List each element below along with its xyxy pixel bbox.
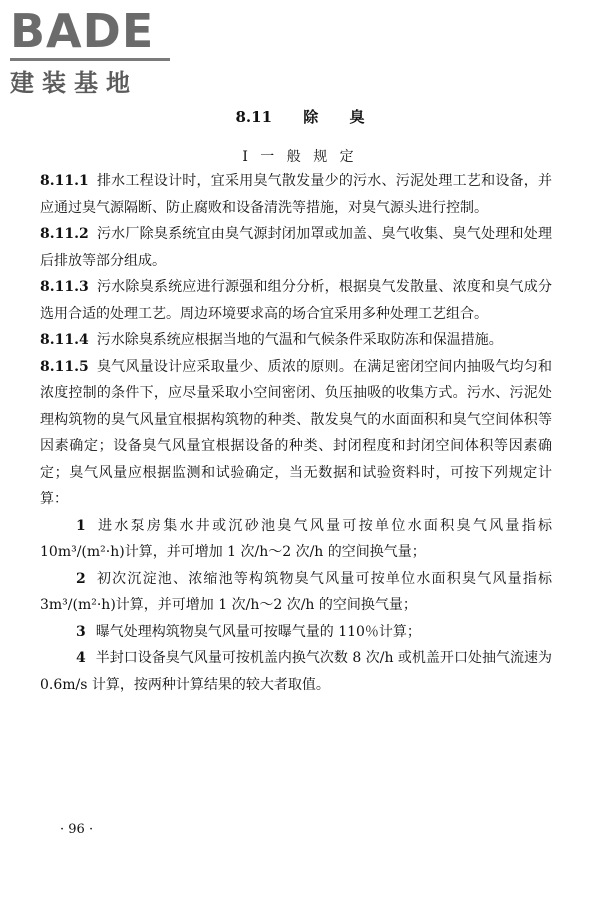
clause-text: 臭气风量设计应采取量少、质浓的原则。在满足密闭空间内抽吸气均匀和浓度控制的条件下，应尽量采取小空间密闭、负压抽吸的收集方式。污水、污泥处理构筑物的臭气风量宜根据构筑物的种类、散发臭气的水面面积和臭气空间体积等因素确定；设备臭气风量宜根据设备的种类、封闭程度和封闭空间体积等因素确定；臭气风量应根据监测和试验确定，当无数据和试验资料时，可按下列规定计算：	[40, 358, 552, 507]
clause-8-11-4	[40, 327, 552, 354]
item-number: 3	[76, 623, 86, 640]
clause-8-11-5	[40, 354, 552, 513]
list-item-3	[40, 619, 552, 646]
bade-logo	[10, 6, 170, 98]
item-number: 1	[76, 517, 86, 534]
logo-underline	[10, 58, 170, 61]
subsection-title: Ⅰ 一 般 规 定	[242, 149, 358, 165]
clause-number: 8.11.4	[40, 332, 89, 348]
section-number: 8.11	[235, 108, 273, 126]
logo-wordmark: BADE	[10, 4, 155, 58]
item-number: 4	[76, 650, 86, 666]
list-item-2	[40, 566, 552, 619]
item-text: 初次沉淀池、浓缩池等构筑物臭气风量可按单位水面积臭气风量指标 3m³/(m²·h)计算，并可增加 1 次/h～2 次/h 的空间换气量；	[40, 570, 552, 613]
clause-text: 污水除臭系统应进行源强和组分分析，根据臭气发散量、浓度和臭气成分选用合适的处理工艺。周边环境要求高的场合宜采用多种处理工艺组合。	[40, 279, 552, 322]
section-title-char-2: 臭	[349, 108, 365, 126]
item-text: 半封口设备臭气风量可按机盖内换气次数 8 次/h 或机盖开口处抽气流速为 0.6m/s 计算，按两种计算结果的较大者取值。	[40, 650, 552, 693]
list-item-4	[40, 645, 552, 698]
clause-8-11-3	[40, 274, 552, 327]
clause-text: 排水工程设计时，宜采用臭气散发量少的污水、污泥处理工艺和设备，并应通过臭气源隔断、防止腐败和设备清洗等措施，对臭气源头进行控制。	[40, 173, 552, 216]
item-text: 进水泵房集水井或沉砂池臭气风量可按单位水面积臭气风量指标 10m³/(m²·h)计算，并可增加 1 次/h～2 次/h 的空间换气量；	[40, 517, 552, 560]
clause-text: 污水除臭系统应根据当地的气温和气候条件采取防冻和保温措施。	[96, 332, 503, 348]
item-text: 曝气处理构筑物臭气风量可按曝气量的 110％计算；	[95, 623, 421, 640]
list-item-1	[40, 513, 552, 566]
section-title-char-1: 除	[303, 108, 319, 126]
item-number: 2	[76, 570, 86, 587]
page-number: · 96 ·	[60, 822, 94, 837]
clause-8-11-1	[40, 168, 552, 221]
clause-number: 8.11.3	[40, 279, 89, 295]
clause-8-11-2	[40, 221, 552, 274]
clause-number: 8.11.2	[40, 226, 89, 242]
clause-number: 8.11.5	[40, 358, 89, 375]
logo-subtitle: 建装基地	[10, 69, 138, 97]
clause-number: 8.11.1	[40, 173, 89, 189]
section-title	[0, 106, 600, 127]
clause-text: 污水厂除臭系统宜由臭气源封闭加罩或加盖、臭气收集、臭气处理和处理后排放等部分组成。	[40, 226, 552, 269]
document-body	[40, 168, 552, 698]
